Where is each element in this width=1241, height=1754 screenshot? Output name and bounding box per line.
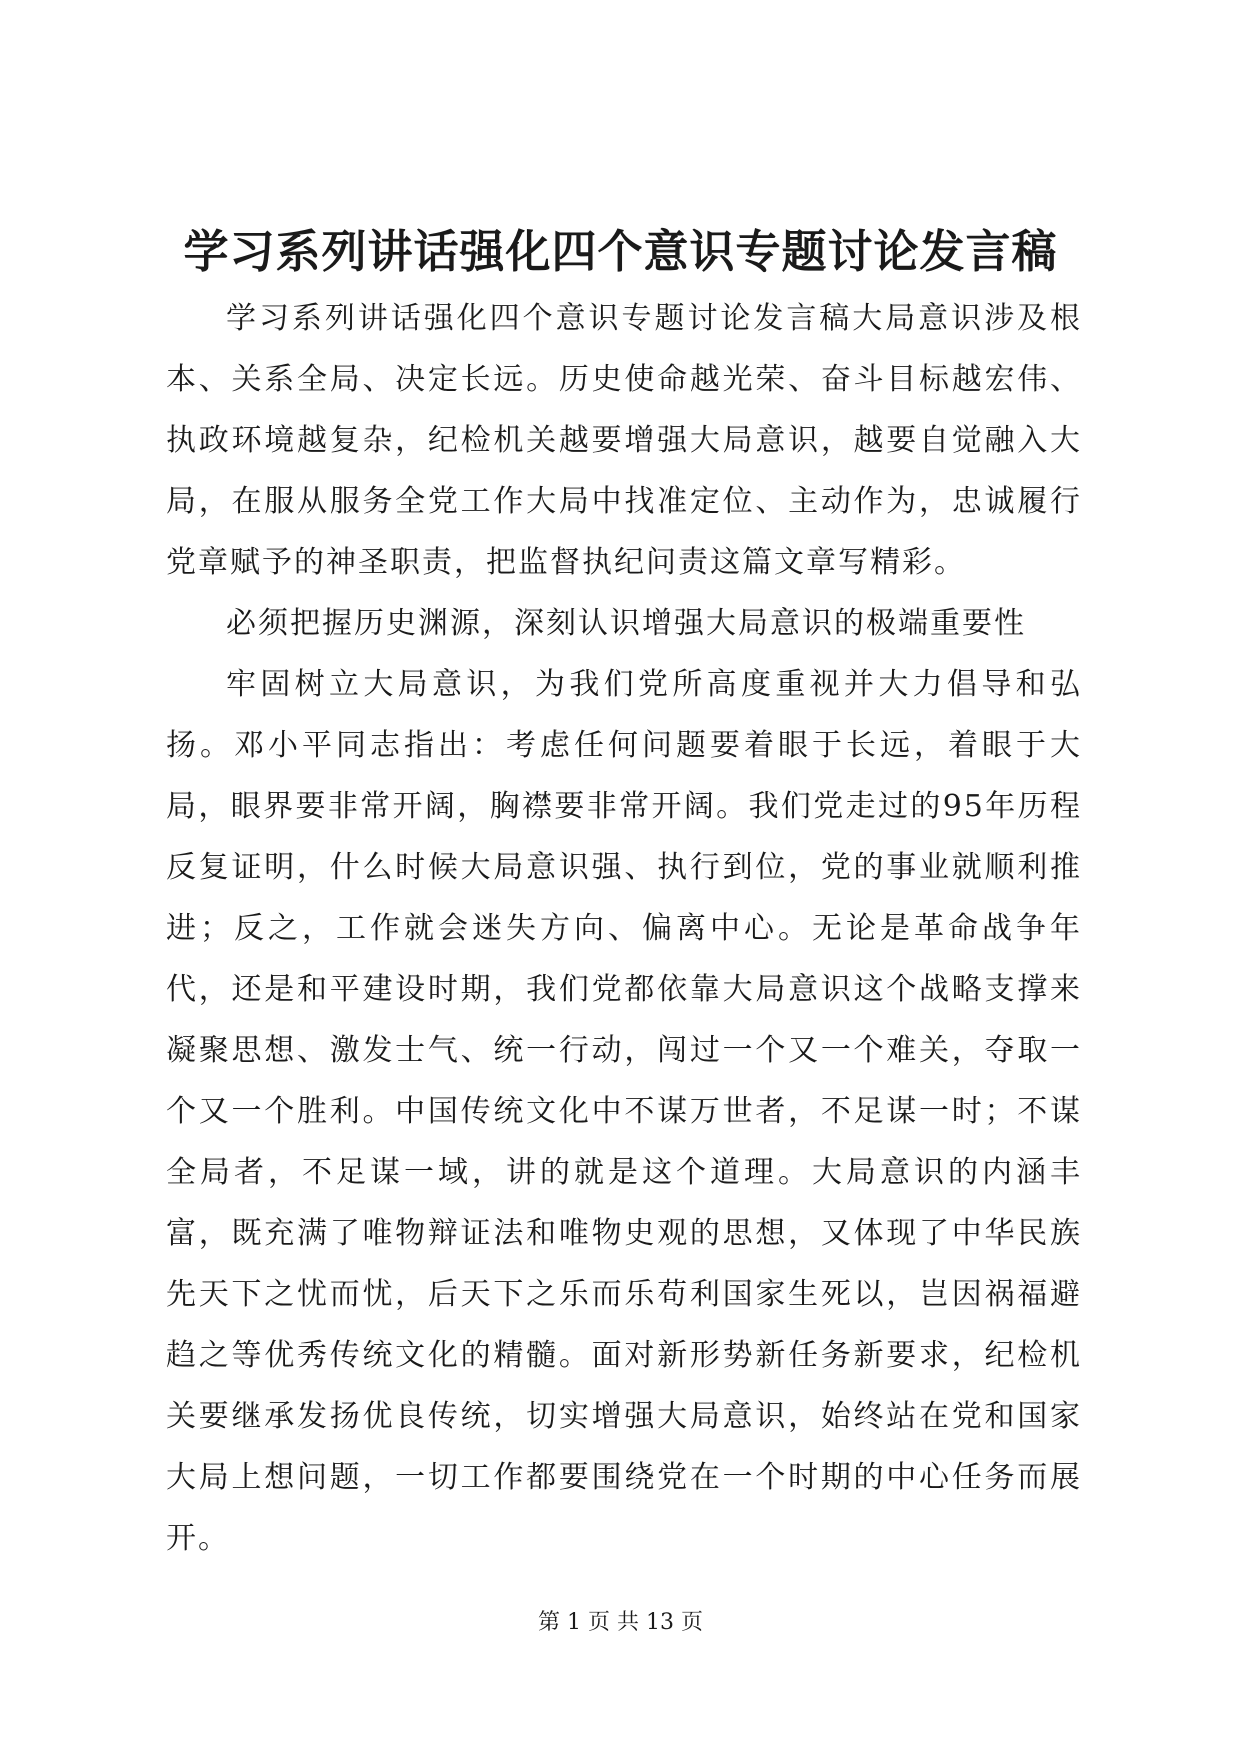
document-title: 学习系列讲话强化四个意识专题讨论发言稿: [183, 225, 1058, 278]
paragraph-main: 牢固树立大局意识，为我们党所高度重视并大力倡导和弘扬。邓小平同志指出：考虑任何问题要着眼于长远，着眼于大局，眼界要非常开阔，胸襟要非常开阔。我们党走过的95年历程反复证明，什么时候大局意识强、执行到位，党的事业就顺利推进；反之，工作就会迷失方向、偏离中心。无论是革命战争年代，还是和平建设时期，我们党都依靠大局意识这个战略支撑来凝聚思想、激发士气、统一行动，闯过一个又一个难关，夺取一个又一个胜利。中国传统文化中不谋万世者，不足谋一时；不谋全局者，不足谋一域，讲的就是这个道理。大局意识的内涵丰富，既充满了唯物辩证法和唯物史观的思想，又体现了中华民族先天下之忧而忧，后天下之乐而乐苟利国家生死以，岂因祸福避趋之等优秀传统文化的精髓。面对新形势新任务新要求，纪检机关要继承发扬优良传统，切实增强大局意识，始终站在党和国家大局上想问题，一切工作都要围绕党在一个时期的中心任务而展开。: [166, 667, 1082, 1556]
document-body: [166, 288, 1082, 1569]
paragraph-heading: 必须把握历史渊源，深刻认识增强大局意识的极端重要性: [226, 606, 1026, 641]
paragraph-intro: 学习系列讲话强化四个意识专题讨论发言稿大局意识涉及根本、关系全局、决定长远。历史使命越光荣、奋斗目标越宏伟、执政环境越复杂，纪检机关越要增强大局意识，越要自觉融入大局，在服从服务全党工作大局中找准定位、主动作为，忠诚履行党章赋予的神圣职责，把监督执纪问责这篇文章写精彩。: [166, 301, 1082, 580]
page-number-footer: 第 1 页 共 13 页: [538, 1610, 703, 1635]
